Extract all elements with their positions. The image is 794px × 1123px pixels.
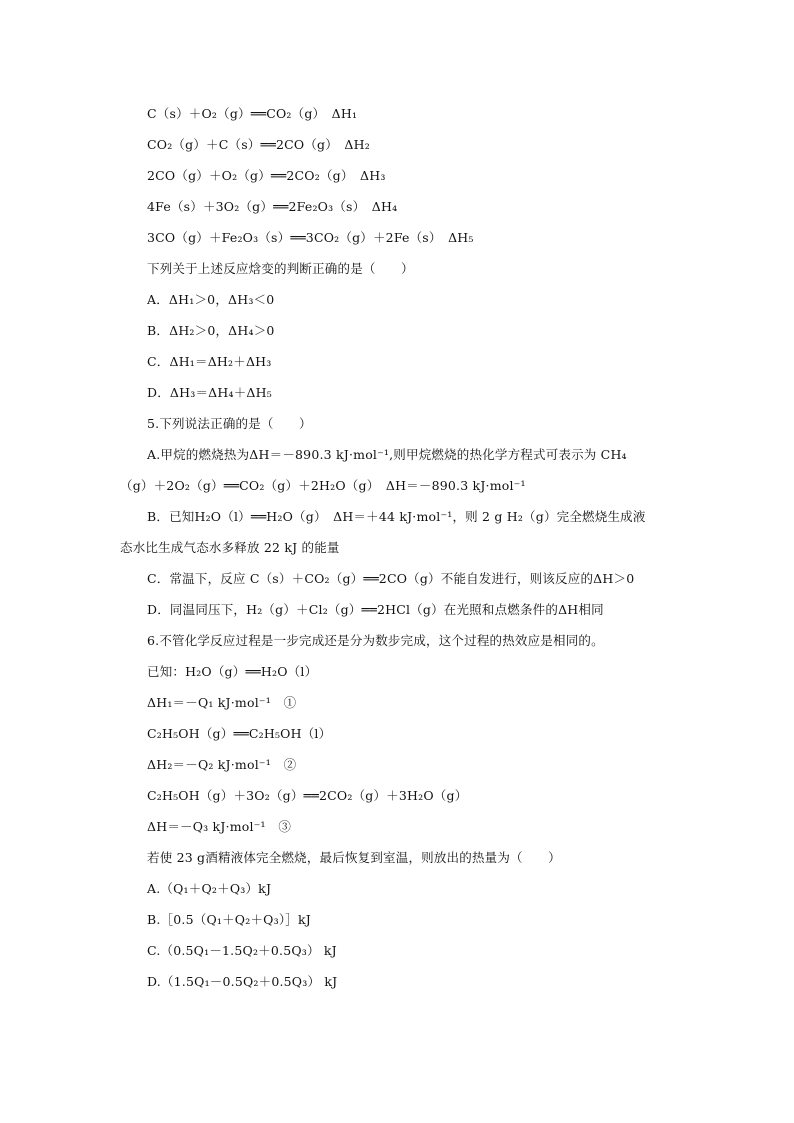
q6-delta-h1: ΔH₁＝－Q₁ kJ·mol⁻¹ ① [147, 695, 297, 710]
question-4-stem: 下列关于上述反应焓变的判断正确的是（ ） [147, 261, 414, 276]
equation-line-3: 2CO（g）＋O₂（g）══2CO₂（g） ΔH₃ [147, 168, 386, 183]
q5-option-d: D．同温同压下，H₂（g）＋Cl₂（g）══2HCl（g）在光照和点燃条件的ΔH相同 [147, 602, 604, 617]
q5-option-b: B．已知H₂O（l）══H₂O（g） ΔH＝＋44 kJ·mol⁻¹，则 2 g H₂（g）完全燃烧生成液 [147, 509, 646, 524]
q5-option-a-continued: （g）＋2O₂（g）══CO₂（g）＋2H₂O（g） ΔH＝－890.3 kJ·mol⁻¹ [120, 478, 526, 493]
q6-question: 若使 23 g酒精液体完全燃烧，最后恢复到室温，则放出的热量为（ ） [147, 850, 561, 865]
equation-line-2: CO₂（g）＋C（s）══2CO（g） ΔH₂ [147, 137, 370, 152]
q6-option-b: B.［0.5（Q₁＋Q₂＋Q₃）］kJ [147, 912, 311, 927]
q5-option-b-continued: 态水比生成气态水多释放 22 kJ 的能量 [120, 540, 340, 555]
q6-given-1: 已知：H₂O（g）══H₂O（l） [147, 664, 318, 679]
q6-given-2: C₂H₅OH（g）══C₂H₅OH（l） [147, 726, 332, 741]
equation-line-1: C（s）＋O₂（g）══CO₂（g） ΔH₁ [147, 106, 358, 121]
q6-given-3: C₂H₅OH（g）＋3O₂（g）══2CO₂（g）＋3H₂O（g） [147, 788, 468, 803]
q6-option-c: C.（0.5Q₁－1.5Q₂＋0.5Q₃） kJ [147, 943, 337, 958]
q4-option-c: C．ΔH₁＝ΔH₂＋ΔH₃ [147, 354, 272, 369]
equation-line-4: 4Fe（s）＋3O₂（g）══2Fe₂O₃（s） ΔH₄ [147, 199, 398, 214]
q6-option-a: A.（Q₁＋Q₂＋Q₃）kJ [147, 881, 272, 896]
q6-delta-h3: ΔH＝－Q₃ kJ·mol⁻¹ ③ [147, 819, 292, 834]
equation-line-5: 3CO（g）＋Fe₂O₃（s）══3CO₂（g）＋2Fe（s） ΔH₅ [147, 230, 474, 245]
q6-delta-h2: ΔH₂＝－Q₂ kJ·mol⁻¹ ② [147, 757, 297, 772]
q6-option-d: D.（1.5Q₁－0.5Q₂＋0.5Q₃） kJ [147, 974, 338, 989]
question-5-stem: 5.下列说法正确的是（ ） [147, 416, 312, 431]
question-6-stem: 6.不管化学反应过程是一步完成还是分为数步完成，这个过程的热效应是相同的。 [147, 633, 604, 648]
q5-option-c: C．常温下，反应 C（s）＋CO₂（g）══2CO（g）不能自发进行，则该反应的ΔH＞0 [147, 571, 635, 586]
q4-option-d: D．ΔH₃＝ΔH₄＋ΔH₅ [147, 385, 272, 400]
q4-option-b: B．ΔH₂＞0，ΔH₄＞0 [147, 323, 275, 338]
q4-option-a: A．ΔH₁＞0，ΔH₃＜0 [147, 292, 275, 307]
q5-option-a: A.甲烷的燃烧热为ΔH＝－890.3 kJ·mol⁻¹,则甲烷燃烧的热化学方程式可表示为 CH₄ [147, 447, 627, 462]
